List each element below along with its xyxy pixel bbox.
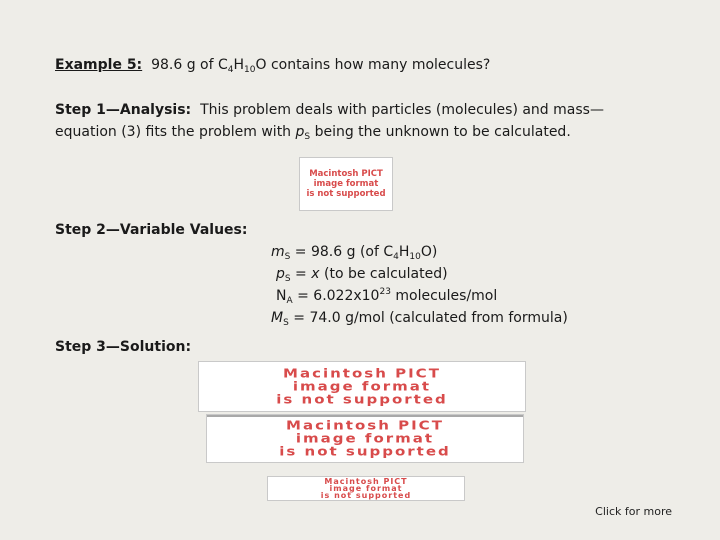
image-placeholder-text: Macintosh PICT	[324, 477, 408, 486]
step1-label: Step 1—Analysis:	[55, 102, 192, 118]
image-placeholder-text: Macintosh PICT	[286, 417, 444, 433]
step1-text2-post: being the unknown to be calculated.	[310, 124, 571, 140]
image-placeholder-text: is not supported	[320, 491, 412, 500]
variable-subscript: S	[304, 132, 311, 142]
na-unit: molecules/mol	[390, 288, 498, 304]
variable-na-line	[276, 287, 497, 305]
ms-value: = 98.6 g (of C	[290, 244, 394, 260]
example-question-post: O contains how many molecules?	[255, 57, 491, 73]
variable-subscript: S	[284, 274, 291, 284]
variable-m: m	[271, 244, 285, 260]
image-placeholder-text: Macintosh PICT	[283, 365, 441, 381]
image-placeholder-text: image format	[292, 378, 432, 394]
image-placeholder-text: image format	[329, 484, 403, 493]
unsupported-image-4	[267, 476, 465, 501]
variable-subscript: S	[284, 252, 291, 262]
formula-subscript: 10	[409, 252, 421, 262]
formula-subscript: 10	[244, 65, 256, 75]
variable-subscript: S	[283, 318, 289, 328]
formula-subscript: 4	[393, 252, 399, 262]
variable-ms-line	[271, 243, 437, 261]
image-placeholder-text: is not supported	[279, 443, 451, 459]
unsupported-image-1	[299, 157, 393, 211]
step1-text2-pre: equation (3) fits the problem with	[55, 124, 296, 140]
na-value: = 6.022x10	[292, 288, 380, 304]
step1-text1: This problem deals with particles (molecules) and mass—	[200, 102, 604, 118]
example-label: Example 5:	[55, 57, 143, 73]
example-question-pre: 98.6 g of C	[151, 57, 228, 73]
image-placeholder-text: image format	[313, 179, 379, 189]
step1-line2	[55, 123, 571, 141]
click-for-more-link[interactable]: Click for more	[595, 505, 672, 518]
image-placeholder-text: image format	[295, 430, 435, 446]
exponent: 23	[379, 287, 391, 297]
image-placeholder-text: Macintosh PICT	[309, 169, 383, 179]
variable-n: N	[276, 288, 287, 304]
Ms-value: = 74.0 g/mol (calculated from formula)	[288, 310, 568, 326]
step3-label: Step 3—Solution:	[55, 339, 192, 355]
variable-M: M	[271, 310, 284, 326]
formula-subscript: 4	[227, 65, 234, 75]
image-placeholder-text: is not supported	[306, 189, 386, 199]
variable-x: x	[311, 266, 320, 282]
unsupported-image-2	[198, 361, 526, 412]
variable-p: p	[295, 124, 305, 140]
example-heading	[55, 56, 490, 74]
variable-ps-line	[276, 265, 448, 283]
image-placeholder-text: is not supported	[276, 391, 448, 407]
variable-Ms-line	[271, 309, 568, 327]
ms-value-end: O)	[420, 244, 438, 260]
unsupported-image-3	[206, 414, 524, 463]
step2-label: Step 2—Variable Values:	[55, 222, 248, 238]
ps-note: (to be calculated)	[319, 266, 448, 282]
equals: =	[290, 266, 312, 282]
step1-line1	[55, 101, 604, 119]
variable-subscript: A	[286, 296, 293, 306]
formula-h: H	[398, 244, 410, 260]
variable-p: p	[276, 266, 285, 282]
formula-h: H	[233, 57, 245, 73]
